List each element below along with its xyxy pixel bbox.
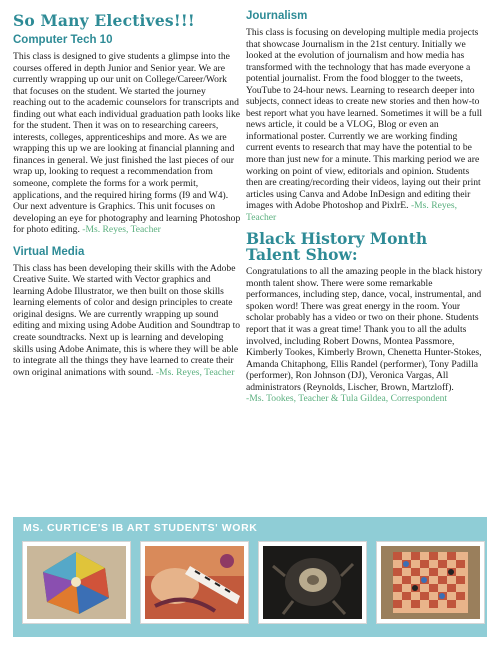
computer-tech-title: Computer Tech 10 [13,34,113,46]
journalism-body [246,27,486,223]
artwork-painting-photo [141,542,248,623]
art-gallery-band [13,517,487,637]
virtual-media-text: This class has been developing their skills with the Adobe Creative Suite. We started with Vector graphics and learning Adobe Illustrator, we then built on those skills learning elements of color and design principles to create original designs. We are currently wrapping up sound editing and mixing using Adobe Audition and Soundtrap to create soundtracks. Next up is learning and developing skills using Adobe Animate, this is where they will be able to integrate all the things they have learned to create their own original animations with sound. [13,262,241,378]
painting-image [145,546,244,619]
talent-show-heading-line2: Talent Show: [246,245,358,265]
virtual-media-title: Virtual Media [13,245,85,258]
artwork-dark-sculpture-photo [259,542,366,623]
journalism-text: This class is focusing on developing multiple media projects that showcase Journalism in the 21st century. Initially we looked at the evolution of journalism and how media has transformed with the technology that has made everyone a potential journalist. From the food blogger to the tweets, YouTube to 24-hour news. Learning to research deeper into subjects, connect ideas to create new stories and then how-to best report what you have learned. Sometimes it will be a full news article, it could be a VLOG, Blog or even an informational poster. Currently we are working finding current events to research that may have the potential to be more than just new for a minute. This marking period we are working on point of view, editorials and opinion. Students then are creating/recording their videos, laying out their print articles using Canva and Adobe InDesign and editing their images with Adobe Photoshop and PixlrE. [246,27,483,212]
artwork-checkerboard-photo [377,542,484,623]
virtual-media-body [13,263,241,378]
left-column [13,0,241,378]
journalism-signature: -Ms. Reyes, Teacher [246,200,458,223]
artwork-origami-photo [23,542,130,623]
dark-sculpture-image [263,546,362,619]
talent-show-heading-line1: Black History Month [246,229,428,249]
talent-show-body [246,266,486,405]
electives-heading: So Many Electives!!! [13,11,195,30]
talent-show-text: Congratulations to all the amazing people in the black history month talent show. There were some remarkable performances, including step, dance, vocal, instrumental, and spoken word! There was great energy in the room. Your scholar probably has a video or two on their phone. Students report that it was a great time! Thank you to all the adults involved, including Robert Downs, Montea Passmore, Kimberly Tookes, Kimberly Brown, Chenetta Hunter-Stokes, Amanda Chitaphong, Ellis Randel (performer), Tony Padilla (performer), Ron Johnson (DJ), Veronica Vargas, All administrators (Reynolds, Lischer, Brown, Martzloff). [246,266,483,393]
talent-show-signature: -Ms. Tookes, Teacher & Tula Gildea, Correspondent [246,393,448,405]
checkerboard-image [381,546,480,619]
virtual-media-signature: -Ms. Reyes, Teacher [155,366,235,378]
origami-image [27,546,126,619]
right-column [246,0,486,405]
computer-tech-signature: -Ms. Reyes, Teacher [82,224,161,236]
computer-tech-body [13,51,241,236]
computer-tech-text: This class is designed to give students a glimpse into the courses offered in depth Junior and Senior year. We are currently wrapping up our unit on College/Career/Work that focuses on the student. We started the journey reaching out to the academic counselors for transcripts and finding out what each individual graduation path looks like for the student. Then it was on to researching careers, interests, colleges, apprenticeships and more. As we are wrapping this up we are looking at financial planning and finances in general. We just finished the last pieces of our wrap up, looking to request a recommendation from someone, complete the forms for a work permit, applications, and the required hiring forms (I9 and W4). Our next adventure is Graphics. This unit focuses on developing an eye for photography and learning Photoshop for photo editing. [13,51,241,236]
journalism-title: Journalism [246,10,308,22]
talent-show-heading [246,231,486,263]
gallery-title: MS. CURTICE'S IB ART STUDENTS' WORK [23,522,258,534]
